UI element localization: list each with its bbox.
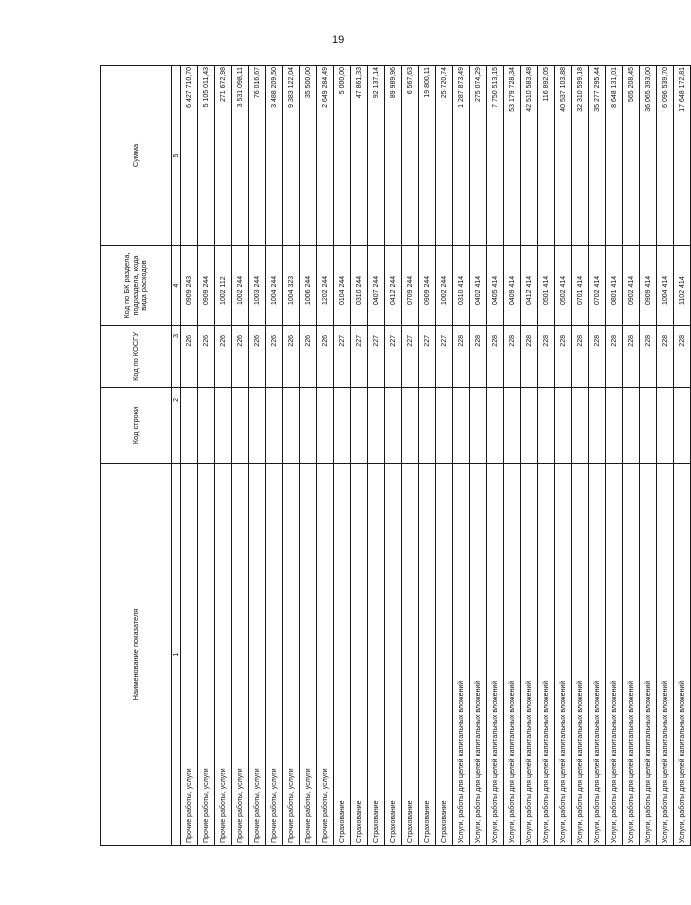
- column-number: 4: [172, 246, 181, 326]
- table-row: [351, 66, 368, 846]
- row-line-code: [674, 388, 691, 464]
- table-row: [283, 66, 300, 846]
- row-line-code: [232, 388, 249, 464]
- row-sum: 19 800,11: [419, 66, 436, 246]
- row-kosgu: 227: [334, 326, 351, 388]
- row-name: Прочие работы, услуги: [215, 464, 232, 846]
- row-name: Прочие работы, услуги: [300, 464, 317, 846]
- row-sum: 47 861,33: [351, 66, 368, 246]
- row-name: Услуги, работы для целей капитальных вложений: [504, 464, 521, 846]
- row-bk-code: 1002 244: [232, 246, 249, 326]
- row-name: Услуги, работы для целей капитальных вложений: [470, 464, 487, 846]
- table-row: [385, 66, 402, 846]
- table-row: [266, 66, 283, 846]
- row-line-code: [402, 388, 419, 464]
- row-sum: 116 892,05: [538, 66, 555, 246]
- row-sum: 32 310 599,18: [572, 66, 589, 246]
- row-kosgu: 226: [283, 326, 300, 388]
- row-name: Прочие работы, услуги: [283, 464, 300, 846]
- row-line-code: [555, 388, 572, 464]
- row-bk-code: 0502 414: [555, 246, 572, 326]
- table-row: [334, 66, 351, 846]
- row-sum: 40 537 103,88: [555, 66, 572, 246]
- row-name: Услуги, работы для целей капитальных вложений: [521, 464, 538, 846]
- row-kosgu: 228: [572, 326, 589, 388]
- row-sum: 92 137,14: [368, 66, 385, 246]
- row-kosgu: 226: [232, 326, 249, 388]
- table-row: [572, 66, 589, 846]
- row-name: Страхование: [368, 464, 385, 846]
- row-name: Прочие работы, услуги: [181, 464, 198, 846]
- row-name: Страхование: [385, 464, 402, 846]
- row-line-code: [249, 388, 266, 464]
- row-sum: 35 500,00: [300, 66, 317, 246]
- row-name: Прочие работы, услуги: [198, 464, 215, 846]
- table-row: [249, 66, 266, 846]
- row-kosgu: 228: [504, 326, 521, 388]
- row-name: Услуги, работы для целей капитальных вложений: [572, 464, 589, 846]
- row-kosgu: 228: [521, 326, 538, 388]
- table-row: [504, 66, 521, 846]
- row-line-code: [572, 388, 589, 464]
- row-bk-code: 1102 414: [674, 246, 691, 326]
- row-bk-code: 0402 414: [470, 246, 487, 326]
- row-name: Услуги, работы для целей капитальных вложений: [589, 464, 606, 846]
- row-bk-code: 1202 244: [317, 246, 334, 326]
- table-row: [181, 66, 198, 846]
- row-sum: 1 287 873,49: [453, 66, 470, 246]
- row-kosgu: 228: [657, 326, 674, 388]
- row-name: Страхование: [419, 464, 436, 846]
- row-line-code: [283, 388, 300, 464]
- table-row: [623, 66, 640, 846]
- row-kosgu: 227: [368, 326, 385, 388]
- column-number: 1: [172, 464, 181, 846]
- header-bk-code: Код по БК раздела, подраздела, кода вида расходов: [101, 246, 172, 326]
- row-sum: 271 672,98: [215, 66, 232, 246]
- row-name: Услуги, работы для целей капитальных вложений: [453, 464, 470, 846]
- row-kosgu: 227: [419, 326, 436, 388]
- row-sum: 17 648 172,81: [674, 66, 691, 246]
- row-sum: 35 277 295,44: [589, 66, 606, 246]
- header-row: [101, 66, 172, 846]
- row-sum: 8 648 131,01: [606, 66, 623, 246]
- row-line-code: [640, 388, 657, 464]
- row-sum: 565 208,45: [623, 66, 640, 246]
- column-number: 5: [172, 66, 181, 246]
- row-line-code: [487, 388, 504, 464]
- row-bk-code: 0412 244: [385, 246, 402, 326]
- row-sum: 2 649 284,49: [317, 66, 334, 246]
- row-bk-code: 0409 414: [504, 246, 521, 326]
- row-bk-code: 0405 414: [487, 246, 504, 326]
- row-bk-code: 1004 323: [283, 246, 300, 326]
- row-sum: 36 065 393,00: [640, 66, 657, 246]
- row-bk-code: 0310 244: [351, 246, 368, 326]
- row-line-code: [504, 388, 521, 464]
- table-row: [555, 66, 572, 846]
- table-row: [215, 66, 232, 846]
- row-name: Услуги, работы для целей капитальных вложений: [657, 464, 674, 846]
- row-sum: 76 016,67: [249, 66, 266, 246]
- row-kosgu: 228: [538, 326, 555, 388]
- row-name: Услуги, работы для целей капитальных вложений: [674, 464, 691, 846]
- row-kosgu: 226: [266, 326, 283, 388]
- row-name: Услуги, работы для целей капитальных вложений: [606, 464, 623, 846]
- row-kosgu: 228: [674, 326, 691, 388]
- row-kosgu: 228: [555, 326, 572, 388]
- row-kosgu: 226: [249, 326, 266, 388]
- row-kosgu: 226: [215, 326, 232, 388]
- table-row: [368, 66, 385, 846]
- header-kosgu: Код по КОСГУ: [101, 326, 172, 388]
- row-kosgu: 227: [385, 326, 402, 388]
- row-name: Страхование: [436, 464, 453, 846]
- table-row: [657, 66, 674, 846]
- table-body: [181, 66, 691, 846]
- row-sum: 25 720,74: [436, 66, 453, 246]
- row-line-code: [470, 388, 487, 464]
- row-line-code: [453, 388, 470, 464]
- row-sum: 42 510 583,48: [521, 66, 538, 246]
- row-bk-code: 0701 414: [572, 246, 589, 326]
- row-sum: 89 989,96: [385, 66, 402, 246]
- row-bk-code: 0310 414: [453, 246, 470, 326]
- row-line-code: [181, 388, 198, 464]
- row-sum: 6 427 710,70: [181, 66, 198, 246]
- table-row: [419, 66, 436, 846]
- row-kosgu: 226: [181, 326, 198, 388]
- column-number-row: [172, 66, 181, 846]
- row-sum: 275 074,29: [470, 66, 487, 246]
- row-bk-code: 0501 414: [538, 246, 555, 326]
- row-name: Услуги, работы для целей капитальных вложений: [555, 464, 572, 846]
- row-line-code: [436, 388, 453, 464]
- row-kosgu: 226: [300, 326, 317, 388]
- page-number: 19: [332, 34, 345, 46]
- row-sum: 53 179 728,34: [504, 66, 521, 246]
- row-name: Страхование: [402, 464, 419, 846]
- row-sum: 3 488 209,50: [266, 66, 283, 246]
- row-kosgu: 226: [198, 326, 215, 388]
- row-line-code: [368, 388, 385, 464]
- row-sum: 5 000,00: [334, 66, 351, 246]
- row-line-code: [606, 388, 623, 464]
- row-kosgu: 228: [640, 326, 657, 388]
- row-name: Страхование: [334, 464, 351, 846]
- row-bk-code: 1002 244: [436, 246, 453, 326]
- row-line-code: [589, 388, 606, 464]
- table-row: [606, 66, 623, 846]
- row-bk-code: 1002 112: [215, 246, 232, 326]
- row-line-code: [657, 388, 674, 464]
- table-row: [487, 66, 504, 846]
- row-sum: 7 750 513,15: [487, 66, 504, 246]
- row-line-code: [521, 388, 538, 464]
- row-name: Услуги, работы для целей капитальных вложений: [538, 464, 555, 846]
- row-bk-code: 0909 244: [419, 246, 436, 326]
- row-kosgu: 228: [589, 326, 606, 388]
- table-row: [317, 66, 334, 846]
- row-line-code: [419, 388, 436, 464]
- row-bk-code: 1004 414: [657, 246, 674, 326]
- row-kosgu: 226: [317, 326, 334, 388]
- row-kosgu: 228: [606, 326, 623, 388]
- row-bk-code: 0412 414: [521, 246, 538, 326]
- row-sum: 6 567,63: [402, 66, 419, 246]
- row-bk-code: 0709 244: [402, 246, 419, 326]
- expenses-table: [100, 65, 691, 846]
- table-row: [674, 66, 691, 846]
- row-bk-code: 0801 414: [606, 246, 623, 326]
- row-name: Услуги, работы для целей капитальных вложений: [487, 464, 504, 846]
- table-row: [538, 66, 555, 846]
- row-kosgu: 227: [351, 326, 368, 388]
- row-name: Прочие работы, услуги: [232, 464, 249, 846]
- row-sum: 6 096 539,70: [657, 66, 674, 246]
- row-name: Прочие работы, услуги: [249, 464, 266, 846]
- row-line-code: [623, 388, 640, 464]
- column-number: 2: [172, 388, 181, 464]
- row-bk-code: 0104 244: [334, 246, 351, 326]
- row-bk-code: 1004 244: [266, 246, 283, 326]
- row-bk-code: 0702 414: [589, 246, 606, 326]
- row-bk-code: 1006 244: [300, 246, 317, 326]
- row-line-code: [334, 388, 351, 464]
- column-number: 3: [172, 326, 181, 388]
- table-row: [453, 66, 470, 846]
- row-name: Прочие работы, услуги: [266, 464, 283, 846]
- row-bk-code: 0902 414: [623, 246, 640, 326]
- row-kosgu: 227: [436, 326, 453, 388]
- row-name: Страхование: [351, 464, 368, 846]
- row-bk-code: 0909 243: [181, 246, 198, 326]
- row-name: Услуги, работы для целей капитальных вложений: [623, 464, 640, 846]
- header-name: Наименование показателя: [101, 464, 172, 846]
- table-row: [470, 66, 487, 846]
- row-line-code: [198, 388, 215, 464]
- row-line-code: [300, 388, 317, 464]
- row-bk-code: 0909 244: [198, 246, 215, 326]
- row-name: Услуги, работы для целей капитальных вложений: [640, 464, 657, 846]
- row-bk-code: 0407 244: [368, 246, 385, 326]
- row-sum: 3 531 098,11: [232, 66, 249, 246]
- rotated-report-table: [100, 66, 686, 846]
- row-line-code: [385, 388, 402, 464]
- row-line-code: [538, 388, 555, 464]
- header-sum: Сумма: [101, 66, 172, 246]
- row-line-code: [317, 388, 334, 464]
- header-line-code: Код строки: [101, 388, 172, 464]
- table-row: [300, 66, 317, 846]
- table-row: [402, 66, 419, 846]
- table-row: [232, 66, 249, 846]
- table-row: [521, 66, 538, 846]
- row-kosgu: 228: [453, 326, 470, 388]
- row-kosgu: 227: [402, 326, 419, 388]
- table-row: [589, 66, 606, 846]
- row-bk-code: 0909 414: [640, 246, 657, 326]
- table-row: [198, 66, 215, 846]
- row-name: Прочие работы, услуги: [317, 464, 334, 846]
- row-bk-code: 1003 244: [249, 246, 266, 326]
- row-sum: 5 105 011,43: [198, 66, 215, 246]
- row-kosgu: 228: [623, 326, 640, 388]
- row-kosgu: 228: [487, 326, 504, 388]
- row-line-code: [351, 388, 368, 464]
- table-row: [436, 66, 453, 846]
- row-sum: 9 383 122,04: [283, 66, 300, 246]
- row-kosgu: 228: [470, 326, 487, 388]
- table-row: [640, 66, 657, 846]
- row-line-code: [266, 388, 283, 464]
- row-line-code: [215, 388, 232, 464]
